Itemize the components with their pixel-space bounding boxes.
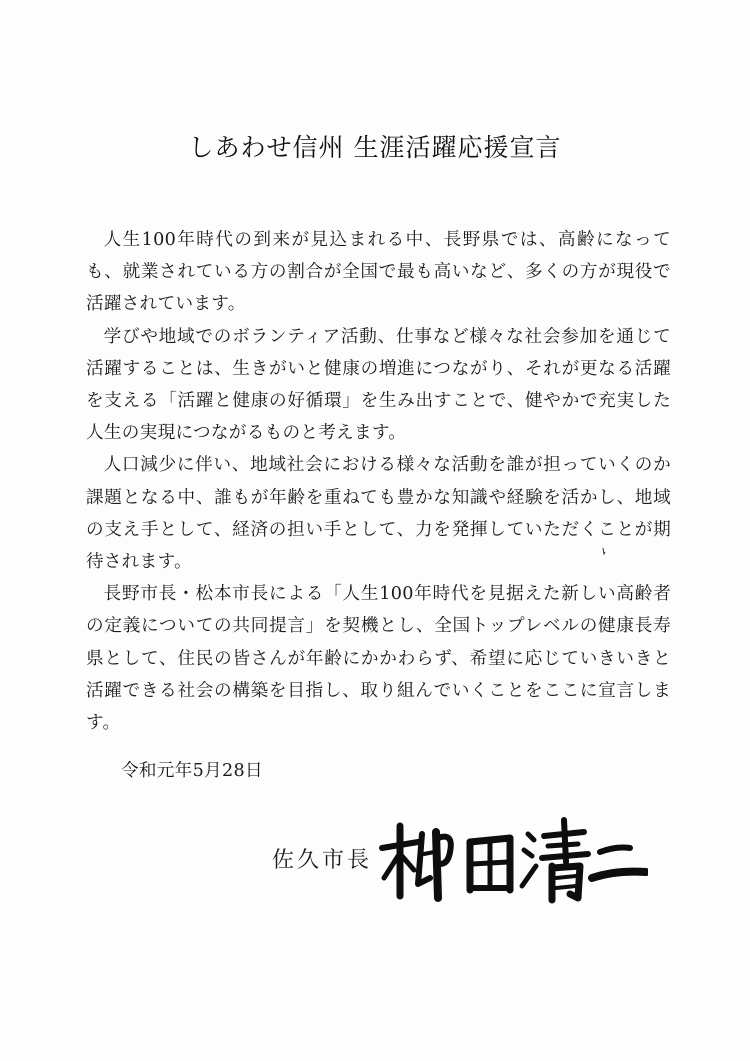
paragraph-1: 人生100年時代の到来が見込まれる中、長野県では、高齢になっても、就業されている方の割合が全国で最も高いなど、多くの方が現役で活躍されています。 bbox=[86, 230, 671, 315]
document-title: しあわせ信州 生涯活躍応援宣言 bbox=[188, 133, 562, 162]
scan-speck bbox=[602, 548, 606, 555]
paragraph-2: 学びや地域でのボランティア活動、仕事など様々な社会参加を通じて活躍することは、生きがいと健康の増進につながり、それが更なる活躍を支える「活躍と健康の好循環」を生み出すことで、健やかで充実した人生の実現につながるものと考えます。 bbox=[86, 326, 671, 444]
paragraph-3: 人口減少に伴い、地域社会における様々な活動を誰が担っていくのか課題となる中、誰もが年齢を重ねても豊かな知識や経験を活かし、地域の支え手として、経済の担い手として、力を発揮していただくことが期待されます。 bbox=[86, 455, 671, 573]
signer-title: 佐久市長 bbox=[272, 848, 373, 873]
paragraph-4: 長野市長・松本市長による「人生100年時代を見据えた新しい高齢者の定義についての共同提言」を契機とし、全国トップレベルの健康長寿県として、住民の皆さんが年齢にかかわらず、希望に応じていきいきと活躍できる社会の構築を目指し、取り組んでいくことをここに宣言します。 bbox=[86, 584, 671, 734]
declaration-date: 令和元年5月28日 bbox=[121, 761, 263, 781]
handwritten-signature bbox=[378, 812, 648, 904]
declaration-body bbox=[86, 224, 671, 739]
